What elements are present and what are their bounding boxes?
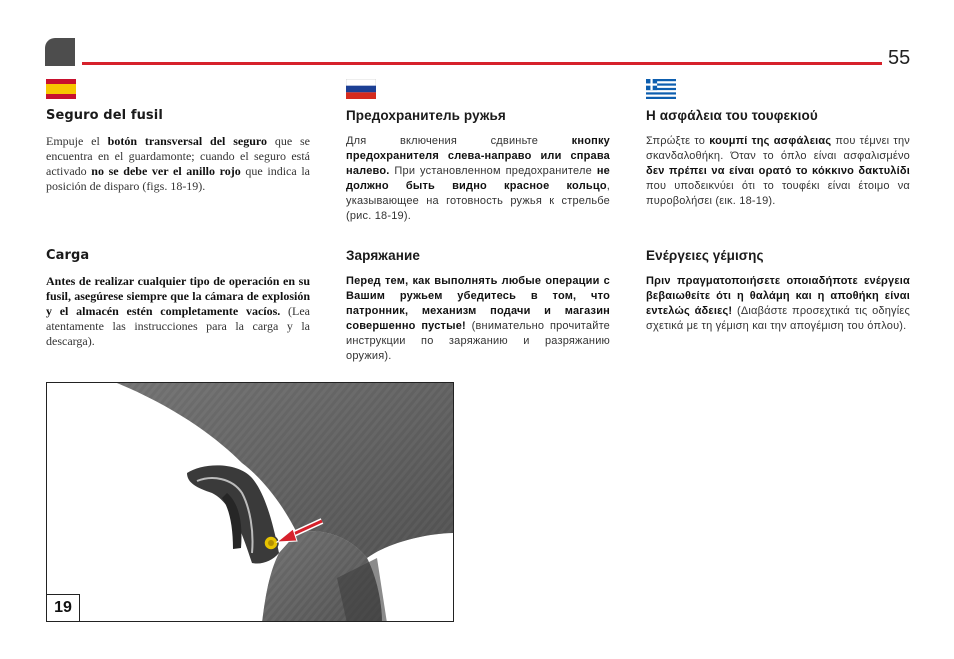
body-text: , указывающее на готовность ружья к стрельбе (рис. 18-19). [346, 180, 610, 222]
figure-number: 19 [47, 594, 80, 621]
emphasis-text: κουμπί της ασφάλειας [709, 135, 832, 147]
emphasis-text: кнопку предохранителя слева-направо или справа налево. [346, 135, 610, 177]
section-title: Предохранитель ружья [346, 108, 506, 123]
body-text: Σπρώξτε το [646, 135, 710, 147]
emphasis-text: botón transversal del seguro [107, 134, 267, 148]
section-paragraph [646, 134, 910, 209]
russia-flag-icon [346, 79, 376, 99]
section-title: Ενέργειες γέμισης [646, 248, 764, 263]
section-paragraph [646, 274, 910, 334]
emphasis-text: δεν πρέπει να είναι ορατό το κόκκινο δακτυλίδι [646, 165, 910, 177]
section-paragraph [46, 134, 310, 194]
body-text: Empuje el [46, 134, 108, 148]
greece-flag-icon [646, 79, 676, 99]
header-logo-block [45, 38, 75, 66]
section-paragraph [346, 134, 610, 224]
body-text: При установленном предохранителе [389, 165, 597, 177]
section-title: Заряжание [346, 248, 421, 263]
body-text: που υποδεικνύει ότι το τουφέκι είναι έτοιμο να πυροβολήσει (εικ. 18-19). [646, 180, 910, 207]
emphasis-text: Antes de realizar cualquier tipo de operación en su fusil, asegúrese siempre que la cámara de explosión y el almacén estén completamente vacíos. [46, 274, 310, 318]
body-text: que se encuentra en el guardamonte; cuando el seguro está activado [46, 134, 310, 178]
section-title: Carga [46, 248, 90, 263]
section-paragraph [346, 274, 610, 364]
rifle-stock-illustration [47, 383, 454, 622]
body-text: (внимательно прочитайте инструкции по заряжанию и разряжанию оружия). [346, 320, 610, 362]
emphasis-text: Πριν πραγματοποιήσετε οποιαδήποτε ενέργεια βεβαιωθείτε ότι η θαλάμη και η αποθήκη είναι εντελώς άδειες! [646, 275, 910, 317]
section-paragraph [46, 274, 310, 349]
section-title: Seguro del fusil [46, 108, 163, 123]
figure-trigger-guard [46, 382, 454, 622]
page-number: 55 [888, 47, 911, 69]
header-rule [82, 62, 882, 65]
emphasis-text: не должно быть видно красное кольцо [346, 165, 610, 192]
section-title: Η ασφάλεια του τουφεκιού [646, 108, 818, 123]
spain-flag-icon [46, 79, 76, 99]
body-text: Для включения сдвиньте [346, 135, 572, 147]
body-text: που τέμνει την σκανδαλοθήκη. Όταν το όπλο είναι ασφαλισμένο [646, 135, 910, 162]
body-text: (Lea atentamente las instrucciones para la carga y la descarga). [46, 304, 310, 348]
body-text: (Διαβάστε προσεχτικά τις οδηγίες σχετικά με τη γέμιση και την απογέμιση του όπλου). [646, 305, 911, 332]
body-text: que indica la posición de disparo (figs. 18-19). [46, 164, 310, 193]
emphasis-text: Перед тем, как выполнять любые операции с Вашим ружьем убедитесь в том, что патронник, механизм подачи и магазин совершенно пустые! [346, 275, 610, 332]
emphasis-text: no se debe ver el anillo rojo [91, 164, 241, 178]
